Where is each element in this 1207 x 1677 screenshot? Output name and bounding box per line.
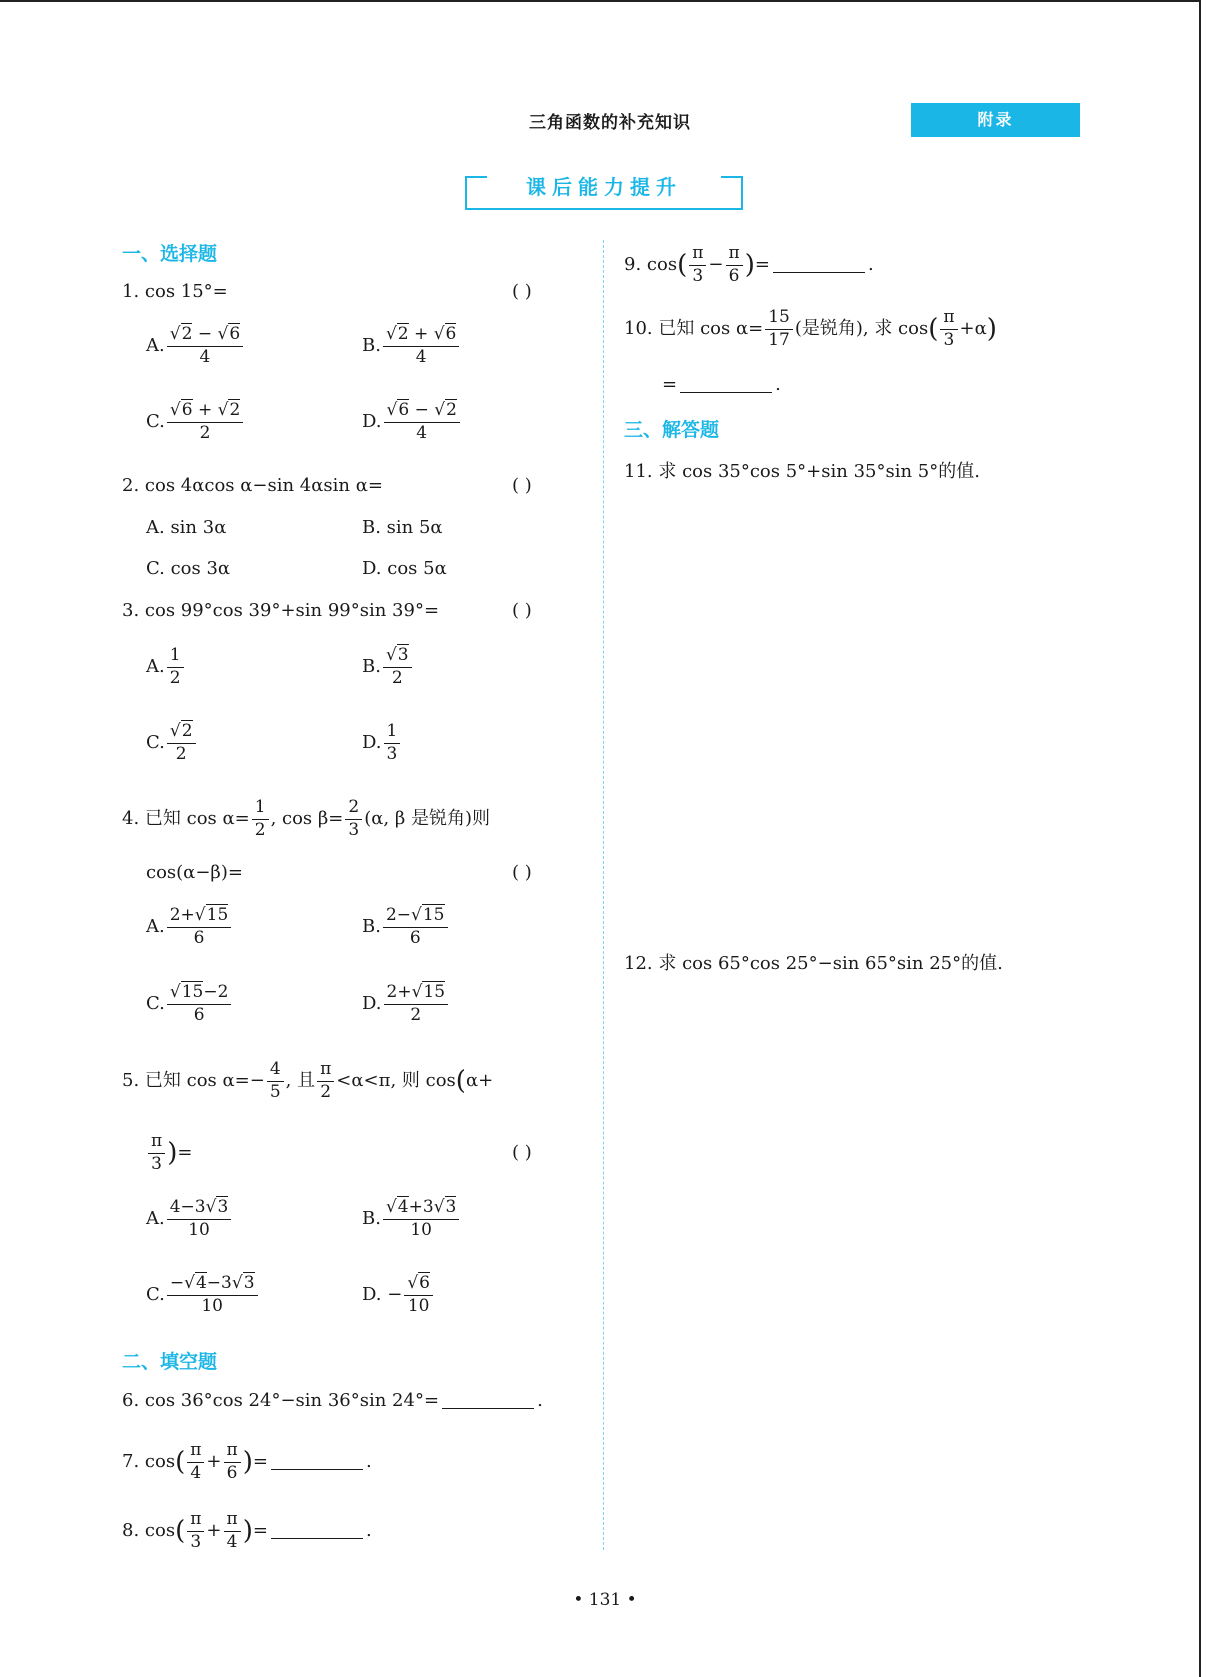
option-letter: A. <box>146 1208 165 1230</box>
fraction: $\frac{2+√15}{6}$ <box>167 906 232 948</box>
fraction: $\frac{15}{17}$ <box>765 308 793 350</box>
fraction: $\frac{2-√15}{6}$ <box>383 906 448 948</box>
question-1: 1. cos 15°= <box>122 281 228 302</box>
fraction: $\frac{\pi}{4}$ <box>224 1510 241 1552</box>
q2-option-b[interactable]: B. sin 5α <box>362 517 443 538</box>
answer-blank-10[interactable] <box>680 392 772 393</box>
heading-fill: 二、填空题 <box>122 1351 218 1373</box>
option-letter: C. <box>146 411 165 433</box>
answer-paren-5[interactable]: ( ) <box>512 1142 532 1163</box>
q2-option-c[interactable]: C. cos 3α <box>146 558 231 579</box>
chapter-title: 三角函数的补充知识 <box>529 113 691 133</box>
heading-choice: 一、选择题 <box>122 243 218 265</box>
section-banner <box>465 176 743 210</box>
question-2: 2. cos 4αcos α−sin 4αsin α= <box>122 475 383 496</box>
option-letter: C. <box>146 732 165 754</box>
option-letter: B. <box>362 916 381 938</box>
q4-option-a[interactable] <box>146 906 233 948</box>
fraction: $\frac{\pi}{6}$ <box>726 244 743 286</box>
fraction: $\frac{1}{2}$ <box>252 798 269 840</box>
question-10: 10. 已知 cos α= $\frac{15}{17}$ (是锐角), 求 cos( $\frac{\pi}{3}$ +α) <box>624 307 997 350</box>
option-letter: A. <box>146 916 165 938</box>
fraction: $\frac{√4+3√3}{10}$ <box>383 1198 459 1240</box>
q1-option-a[interactable] <box>146 325 245 367</box>
answer-blank-7[interactable] <box>271 1469 363 1470</box>
answer-paren-2[interactable]: ( ) <box>512 475 532 496</box>
option-letter: C. <box>146 993 165 1015</box>
answer-paren-3[interactable]: ( ) <box>512 600 532 621</box>
option-letter: B. <box>362 1208 381 1230</box>
option-letter: D. <box>362 411 382 433</box>
fraction: $\frac{√15-2}{6}$ <box>167 983 232 1025</box>
q2-option-d[interactable]: D. cos 5α <box>362 558 447 579</box>
page-number: • 131 • <box>573 1590 637 1610</box>
option-letter: B. <box>362 656 381 678</box>
fraction: $\frac{4}{5}$ <box>267 1060 284 1102</box>
q4-option-b[interactable] <box>362 906 450 948</box>
option-letter: B. <box>362 335 381 357</box>
fraction: $\frac{\pi}{3}$ <box>148 1132 165 1174</box>
q4-option-d[interactable] <box>362 983 450 1025</box>
question-12: 12. 求 cos 65°cos 25°−sin 65°sin 25°的值. <box>624 953 1003 974</box>
question-5: 5. 已知 cos α=− $\frac{4}{5}$ , 且 $\frac{\pi}{2}$ <α<π, 则 cos(α+ <box>122 1059 494 1102</box>
question-9: 9. cos( $\frac{\pi}{3}$ − $\frac{\pi}{6}$ )= . <box>624 243 874 286</box>
option-letter: A. <box>146 656 165 678</box>
answer-blank-9[interactable] <box>773 272 865 273</box>
q1-option-c[interactable] <box>146 401 245 443</box>
page-border-right <box>1199 0 1201 1677</box>
q3-option-d[interactable] <box>362 722 402 764</box>
fraction: $\frac{√6 - √2}{4}$ <box>384 401 460 443</box>
fraction: $\frac{\pi}{4}$ <box>187 1441 204 1483</box>
heading-answer: 三、解答题 <box>624 419 720 441</box>
fraction: $\frac{√2 - √6}{4}$ <box>167 325 243 367</box>
q2-option-a[interactable]: A. sin 3α <box>146 517 227 538</box>
q4-option-c[interactable] <box>146 983 233 1025</box>
fraction: $\frac{\pi}{3}$ <box>187 1510 204 1552</box>
option-letter: D. <box>362 993 382 1015</box>
fraction: $\frac{-√4-3√3}{10}$ <box>167 1274 258 1316</box>
question-10-line-2: = . <box>662 374 781 395</box>
fraction: $\frac{√6 + √2}{2}$ <box>167 401 243 443</box>
q5-option-c[interactable] <box>146 1274 260 1316</box>
fraction: $\frac{\pi}{6}$ <box>224 1441 241 1483</box>
fraction: $\frac{1}{2}$ <box>167 646 184 688</box>
question-3: 3. cos 99°cos 39°+sin 99°sin 39°= <box>122 600 440 621</box>
fraction: $\frac{\pi}{2}$ <box>317 1060 334 1102</box>
answer-blank-8[interactable] <box>271 1538 363 1539</box>
page-border-top <box>0 0 1200 2</box>
fraction: $\frac{\pi}{3}$ <box>940 308 957 350</box>
question-6: 6. cos 36°cos 24°−sin 36°sin 24°= . <box>122 1390 543 1411</box>
fraction: $\frac{1}{3}$ <box>384 722 401 764</box>
q3-option-b[interactable] <box>362 646 414 688</box>
fraction: $\frac{√3}{2}$ <box>383 646 412 688</box>
fraction: $\frac{2+√15}{2}$ <box>384 983 449 1025</box>
fraction: $\frac{√2}{2}$ <box>167 722 196 764</box>
option-letter: D. − <box>362 1284 403 1306</box>
q3-option-a[interactable] <box>146 646 186 688</box>
question-5-line-2: $\frac{\pi}{3}$ )= <box>146 1132 192 1174</box>
question-11: 11. 求 cos 35°cos 5°+sin 35°sin 5°的值. <box>624 461 980 482</box>
q5-option-b[interactable] <box>362 1198 461 1240</box>
question-7: 7. cos( $\frac{\pi}{4}$ + $\frac{\pi}{6}$ )= . <box>122 1440 372 1483</box>
fraction: $\frac{4-3√3}{10}$ <box>167 1198 232 1240</box>
option-letter: C. <box>146 1284 165 1306</box>
q5-option-a[interactable] <box>146 1198 233 1240</box>
question-4-line-2: cos(α−β)= <box>146 862 243 883</box>
question-8: 8. cos( $\frac{\pi}{3}$ + $\frac{\pi}{4}$ )= . <box>122 1509 372 1552</box>
answer-paren-1[interactable]: ( ) <box>512 281 532 302</box>
fraction: $\frac{√6}{10}$ <box>404 1274 433 1316</box>
fraction: $\frac{√2 + √6}{4}$ <box>383 325 459 367</box>
q1-option-d[interactable] <box>362 401 462 443</box>
answer-blank-6[interactable] <box>442 1408 534 1409</box>
q1-option-b[interactable] <box>362 325 461 367</box>
option-letter: D. <box>362 732 382 754</box>
section-banner-title: 课后能力提升 <box>526 175 682 199</box>
question-4: 4. 已知 cos α= $\frac{1}{2}$ , cos β= $\frac{2}{3}$ (α, β 是锐角)则 <box>122 797 490 840</box>
answer-paren-4[interactable]: ( ) <box>512 862 532 883</box>
appendix-tab: 附录 <box>911 103 1080 137</box>
q5-option-d[interactable] <box>362 1274 435 1316</box>
q3-option-c[interactable] <box>146 722 198 764</box>
option-letter: A. <box>146 335 165 357</box>
fraction: $\frac{\pi}{3}$ <box>689 244 706 286</box>
column-divider <box>603 240 604 1550</box>
fraction: $\frac{2}{3}$ <box>345 798 362 840</box>
